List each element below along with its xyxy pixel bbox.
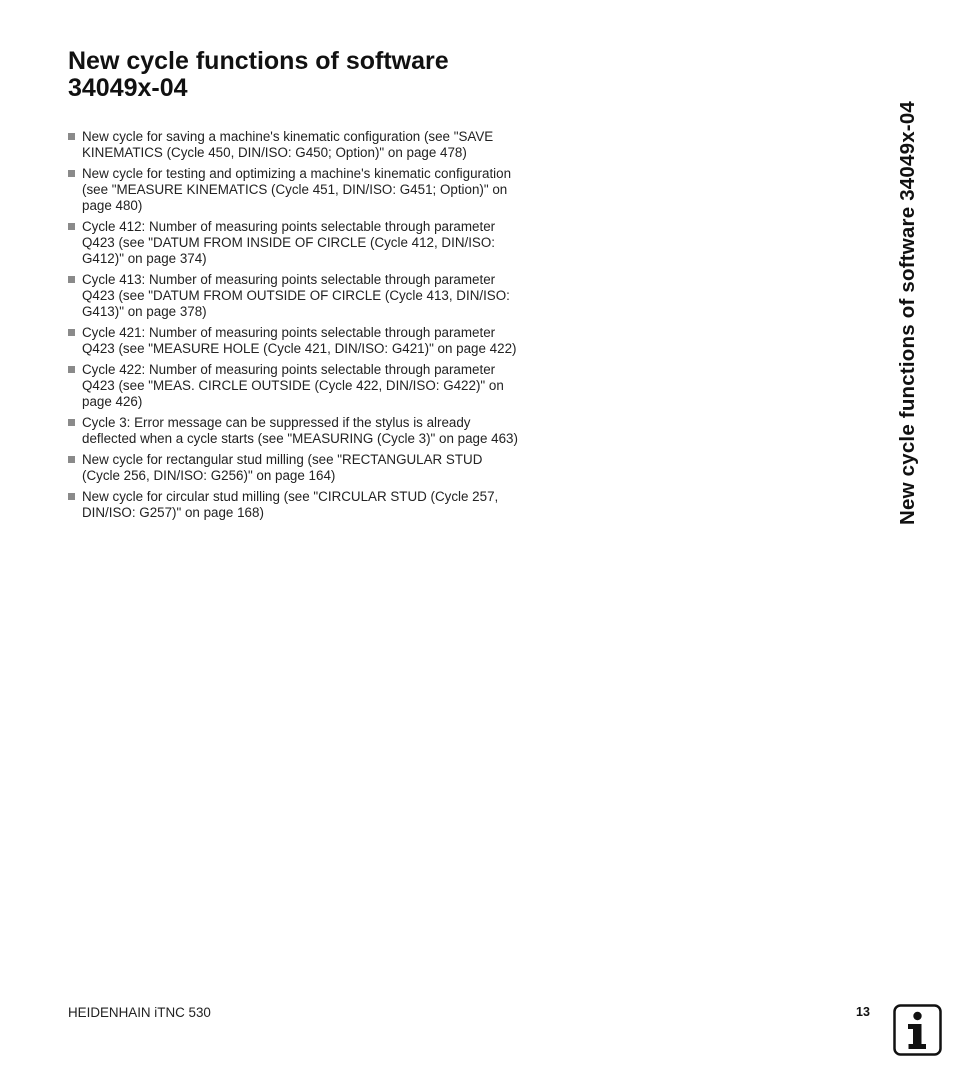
square-bullet-icon (68, 329, 75, 336)
list-item-text: New cycle for rectangular stud milling (see "RECTANGULAR STUD (Cycle 256, DIN/ISO: G256)" on page 164) (82, 452, 483, 483)
list-item (68, 325, 518, 357)
page-title: New cycle functions of software 34049x-04 (68, 47, 449, 102)
square-bullet-icon (68, 366, 75, 373)
list-item-text: New cycle for circular stud milling (see "CIRCULAR STUD (Cycle 257, DIN/ISO: G257)" on page 168) (82, 489, 499, 520)
bullet-list (68, 129, 518, 526)
list-item-text: New cycle for testing and optimizing a machine's kinematic configuration (see "MEASURE KINEMATICS (Cycle 451, DIN/ISO: G451; Option)" on page 480) (82, 166, 512, 213)
list-item (68, 452, 518, 484)
side-title: New cycle functions of software 34049x-04 (896, 100, 919, 526)
list-item-text: Cycle 422: Number of measuring points selectable through parameter Q423 (see "MEAS. CIRCLE OUTSIDE (Cycle 422, DIN/ISO: G422)" on page 426) (82, 362, 504, 409)
list-item (68, 415, 518, 447)
list-item (68, 362, 518, 410)
list-item-text: New cycle for saving a machine's kinematic configuration (see "SAVE KINEMATICS (Cycle 450, DIN/ISO: G450; Option)" on page 478) (82, 129, 494, 160)
square-bullet-icon (68, 456, 75, 463)
info-icon (893, 1004, 942, 1056)
square-bullet-icon (68, 276, 75, 283)
manual-name: HEIDENHAIN iTNC 530 (68, 1005, 211, 1020)
list-item (68, 166, 518, 214)
list-item (68, 129, 518, 161)
square-bullet-icon (68, 493, 75, 500)
list-item (68, 489, 518, 521)
square-bullet-icon (68, 133, 75, 140)
list-item-text: Cycle 3: Error message can be suppressed if the stylus is already deflected when a cycle starts (see "MEASURING (Cycle 3)" on page 463) (82, 415, 518, 446)
list-item (68, 272, 518, 320)
list-item-text: Cycle 412: Number of measuring points selectable through parameter Q423 (see "DATUM FROM INSIDE OF CIRCLE (Cycle 412, DIN/ISO: G412)" on page 374) (82, 219, 496, 266)
list-item-text: Cycle 421: Number of measuring points selectable through parameter Q423 (see "MEASURE HOLE (Cycle 421, DIN/ISO: G421)" on page 422) (82, 325, 517, 356)
square-bullet-icon (68, 223, 75, 230)
square-bullet-icon (68, 419, 75, 426)
page-number: 13 (856, 1005, 870, 1019)
side-title-container (888, 48, 928, 578)
list-item-text: Cycle 413: Number of measuring points selectable through parameter Q423 (see "DATUM FROM OUTSIDE OF CIRCLE (Cycle 413, DIN/ISO: G413)" on page 378) (82, 272, 510, 319)
square-bullet-icon (68, 170, 75, 177)
list-item (68, 219, 518, 267)
